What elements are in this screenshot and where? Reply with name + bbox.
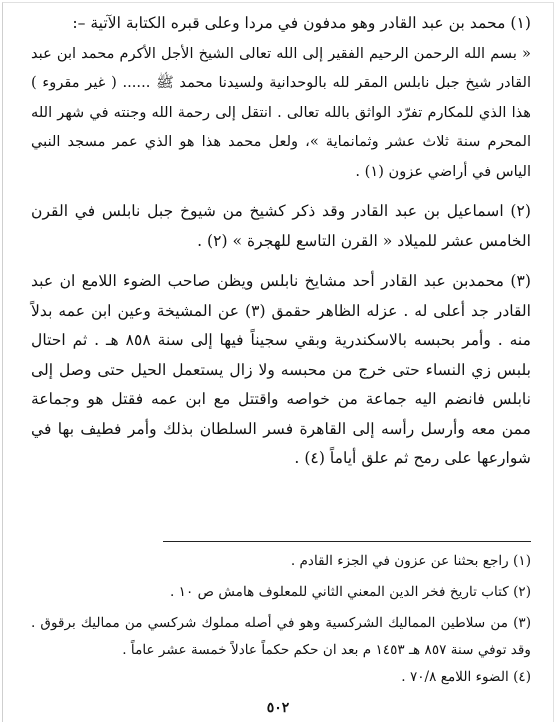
body-text [31, 9, 531, 474]
footnote-divider [163, 541, 531, 542]
entry-muhammad-ibn-abd-al-qadir: (١) محمد بن عبد القادر وهو مدفون في مردا وعلى قبره الكتابة الآتية –: [72, 14, 531, 32]
footnote-2: (٢) كتاب تاريخ فخر الدين المعني الثاني للمعلوف هامش ص ١٠ . [170, 584, 531, 600]
page-number: ٥٠٢ [266, 700, 290, 716]
footnote-1: (١) راجع بحثنا عن عزون في الجزء القادم . [290, 553, 531, 569]
entry-muhammad-second: (٣) محمدبن عبد القادر أحد مشايخ نابلس ويظن صاحب الضوء اللامع ان عبد القادر جد أعلى له . عزله الظاهر حقمق (٣) عن المشيخة وعين ابن عمه بدلاً منه . وأمر بحبسه بالاسكندرية وبقي سجيناً فيها إلى سنة ٨٥٨ هـ . ثم احتال بلبس زي النساء حتى خرج من محبسه ولا زال يستعمل الحيل حتى وصل إلى نابلس فانضم اليه جماعة من خواصه واقتتل مع ابن عمه فقتل هو وجماعة ممن معه وأرسل رأسه إلى القاهرة فسر السلطان بذلك وأمر فطيف بها في شوارعها على رمح ثم علق أياماً (٤) . [31, 272, 531, 467]
tomb-inscription-paragraph: « بسم الله الرحمن الرحيم الفقير إلى الله تعالى الشيخ الأجل الأكرم محمد ابن عبد القادر شيخ جبل نابلس المقر لله بالوحدانية ولسيدنا محمد ﷺ ...... ( غير مقروء ) هذا الذي للمكارم تفرّد الواثق بالله تعالى . انتقل إلى رحمة الله وجنته في شهر الله المحرم سنة ثلاث عشر وثمانماية »، ولعل محمد هذا هو الذي عمر مسجد النبي الياس في أراضي عزون (١) . [31, 44, 531, 180]
footnote-4: (٤) الضوء اللامع ٧٠/٨ . [401, 669, 531, 685]
footnote-3: (٣) من سلاطين المماليك الشركسية وهو في أصله مملوك شركسي من مماليك برقوق . وقد توفي سنة ٨٥٧ هـ ١٤٥٣ م بعد ان حكم حكماً عادلاً خمسة عشر عاماً . [31, 615, 531, 658]
entry-ismail-ibn-abd-al-qadir: (٢) اسماعيل بن عبد القادر وقد ذكر كشيخ من شيوخ جبل نابلس في القرن الخامس عشر للميلاد « القرن التاسع للهجرة » (٢) . [31, 202, 531, 250]
footnotes [31, 548, 531, 691]
book-page [2, 2, 554, 722]
